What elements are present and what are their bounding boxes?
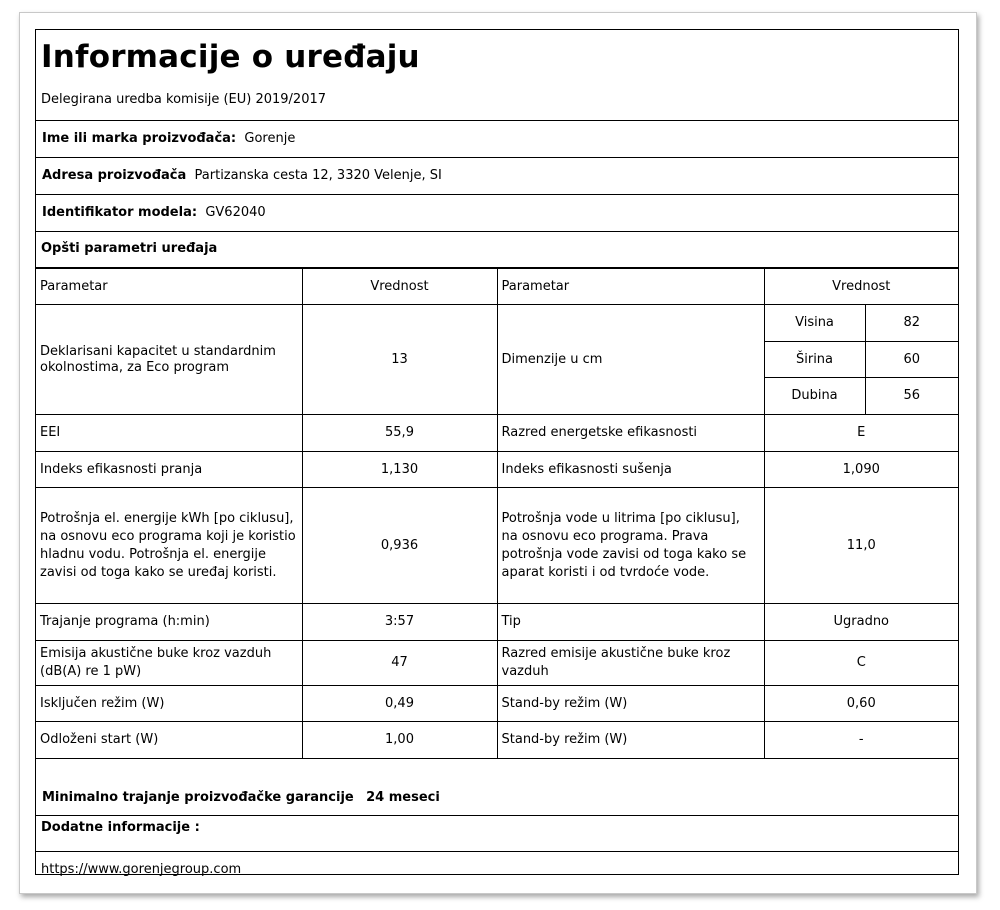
additional-info-row	[36, 816, 958, 852]
manufacturer-label: Ime ili marka proizvođača:	[42, 131, 237, 146]
manufacturer-value: Gorenje	[244, 131, 296, 146]
table-row	[36, 722, 958, 759]
delay-start-label: Odloženi start (W)	[36, 722, 302, 759]
warranty-value: 24 meseci	[366, 790, 440, 805]
model-label: Identifikator modela:	[42, 205, 198, 220]
type-value: Ugradno	[764, 604, 958, 641]
height-value: 82	[865, 305, 958, 342]
wash-index-value: 1,130	[302, 452, 497, 488]
parameters-table	[36, 268, 958, 759]
general-parameters-heading: Opšti parametri uređaja	[41, 241, 218, 256]
dry-index-label: Indeks efikasnosti sušenja	[497, 452, 764, 488]
table-row	[36, 604, 958, 641]
noise-class-label: Razred emisije akustične buke kroz vazduh	[497, 641, 764, 686]
depth-value: 56	[865, 378, 958, 415]
water-consumption-value: 11,0	[764, 488, 958, 604]
type-label: Tip	[497, 604, 764, 641]
warranty-row	[36, 780, 958, 816]
website-link[interactable]: https://www.gorenjegroup.com	[41, 862, 242, 877]
capacity-label: Deklarisani kapacitet u standardnim okolnostima, za Eco program	[36, 305, 302, 415]
off-mode-label: Isključen režim (W)	[36, 686, 302, 722]
header-parameter-2: Parametar	[497, 269, 764, 305]
water-consumption-label: Potrošnja vode u litrima [po ciklusu], na osnovu eco programa. Prava potrošnja vode zavisi od toga kako se aparat koristi i od tvrdoće vode.	[497, 488, 764, 604]
address-value: Partizanska cesta 12, 3320 Velenje, SI	[194, 168, 442, 183]
address-row	[36, 158, 958, 195]
energy-class-label: Razred energetske efikasnosti	[497, 415, 764, 452]
table-row	[36, 686, 958, 722]
standby-2-label: Stand-by režim (W)	[497, 722, 764, 759]
standby-1-value: 0,60	[764, 686, 958, 722]
header-parameter-1: Parametar	[36, 269, 302, 305]
header-value-2: Vrednost	[764, 269, 958, 305]
energy-consumption-label: Potrošnja el. energije kWh [po ciklusu], na osnovu eco programa koji je koristio hladnu vodu. Potrošnja el. energije zavisi od toga kako se uređaj koristi.	[36, 488, 302, 604]
product-info-sheet	[35, 29, 959, 875]
address-label: Adresa proizvođača	[42, 168, 187, 183]
eei-label: EEI	[36, 415, 302, 452]
width-value: 60	[865, 342, 958, 378]
header-section	[36, 30, 958, 121]
depth-label: Dubina	[764, 378, 865, 415]
model-row	[36, 195, 958, 232]
table-row	[36, 488, 958, 604]
dimensions-label: Dimenzije u cm	[497, 305, 764, 415]
duration-value: 3:57	[302, 604, 497, 641]
table-row	[36, 641, 958, 686]
noise-class-value: C	[764, 641, 958, 686]
dry-index-value: 1,090	[764, 452, 958, 488]
page-title: Informacije o uređaju	[41, 39, 420, 75]
model-value: GV62040	[205, 205, 266, 220]
wash-index-label: Indeks efikasnosti pranja	[36, 452, 302, 488]
table-row	[36, 415, 958, 452]
manufacturer-row	[36, 121, 958, 158]
general-parameters-row	[36, 232, 958, 268]
regulation-subtitle: Delegirana uredba komisije (EU) 2019/2017	[41, 92, 327, 107]
delay-start-value: 1,00	[302, 722, 497, 759]
table-row	[36, 305, 958, 342]
energy-class-value: E	[764, 415, 958, 452]
off-mode-value: 0,49	[302, 686, 497, 722]
energy-consumption-value: 0,936	[302, 488, 497, 604]
noise-label: Emisija akustične buke kroz vazduh (dB(A) re 1 pW)	[36, 641, 302, 686]
noise-value: 47	[302, 641, 497, 686]
document-page	[19, 12, 977, 894]
standby-1-label: Stand-by režim (W)	[497, 686, 764, 722]
capacity-value: 13	[302, 305, 497, 415]
warranty-label: Minimalno trajanje proizvođačke garancije	[42, 790, 354, 805]
additional-info-label: Dodatne informacije :	[41, 820, 200, 835]
standby-2-value: -	[764, 722, 958, 759]
height-label: Visina	[764, 305, 865, 342]
header-value-1: Vrednost	[302, 269, 497, 305]
width-label: Širina	[764, 342, 865, 378]
table-row	[36, 452, 958, 488]
table-header-row	[36, 269, 958, 305]
eei-value: 55,9	[302, 415, 497, 452]
duration-label: Trajanje programa (h:min)	[36, 604, 302, 641]
